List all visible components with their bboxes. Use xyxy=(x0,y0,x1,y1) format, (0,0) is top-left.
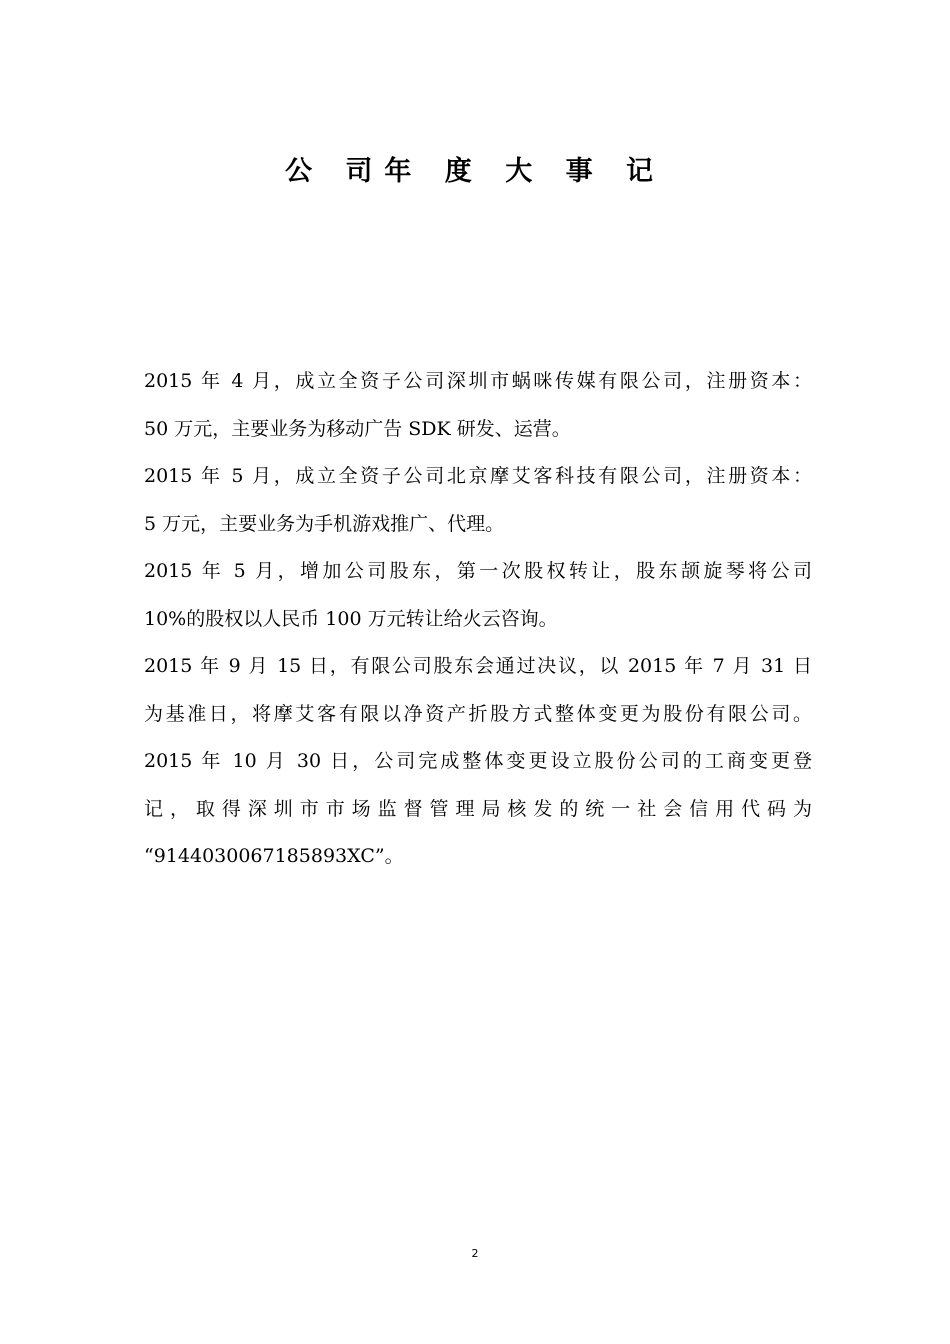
event-line: “9144030067185893XC”。 xyxy=(144,845,404,867)
event-entry xyxy=(144,358,812,453)
document-body xyxy=(144,358,812,881)
event-line: 2015 年 4 月，成立全资子公司深圳市蜗咪传媒有限公司，注册资本： xyxy=(144,370,812,392)
event-line: 2015 年 5 月，成立全资子公司北京摩艾客科技有限公司，注册资本： xyxy=(144,465,812,487)
event-line: 为基准日，将摩艾客有限以净资产折股方式整体变更为股份有限公司。 xyxy=(144,702,812,725)
event-line: 2015 年 5 月，增加公司股东，第一次股权转让，股东颉旋琴将公司 xyxy=(144,560,812,582)
event-line: 5 万元，主要业务为手机游戏推广、代理。 xyxy=(144,512,505,535)
page-title: 公 司年 度 大 事 记 xyxy=(285,156,665,187)
event-line: 2015 年 9 月 15 日，有限公司股东会通过决议，以 2015 年 7 月 31 日 xyxy=(144,655,812,677)
event-entry xyxy=(144,453,812,548)
page-number: 2 xyxy=(471,1247,479,1260)
event-entry xyxy=(144,643,812,738)
event-line: 2015 年 10 月 30 日，公司完成整体变更设立股份公司的工商变更登 xyxy=(144,750,812,772)
event-line: 10%的股权以人民币 100 万元转让给火云咨询。 xyxy=(144,607,558,630)
event-line: 记，取得深圳市市场监督管理局核发的统一社会信用代码为 xyxy=(144,797,812,820)
event-entry xyxy=(144,548,812,643)
event-line: 50 万元，主要业务为移动广告 SDK 研发、运营。 xyxy=(144,417,571,440)
event-entry xyxy=(144,738,812,881)
